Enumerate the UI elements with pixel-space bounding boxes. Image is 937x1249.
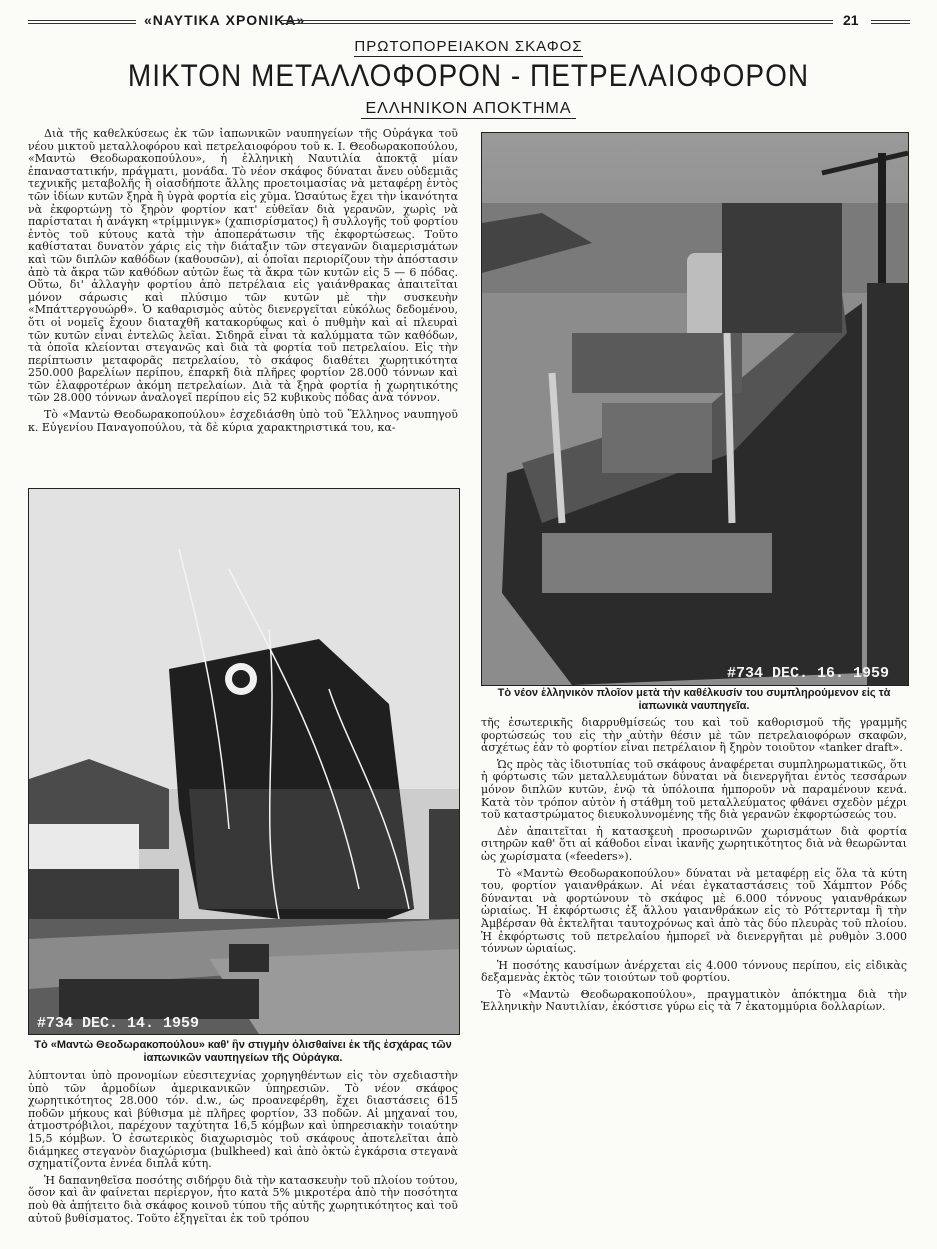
photo-stamp: #734 DEC. 16. 1959 [727, 665, 890, 682]
right-column-text [481, 717, 907, 1018]
article-kicker: ΠΡΩΤΟΠΟΡΕΙΑΚΟΝ ΣΚΑΦΟΣ [354, 38, 583, 55]
article-subtitle: ΕΛΛΗΝΙΚΟΝ ΑΠΟΚΤΗΜΑ [0, 100, 937, 118]
photo-stamp: #734 DEC. 14. 1959 [37, 1015, 200, 1032]
caption-left-photo: Τὸ «Μαντὼ Θεοδωρακοπούλου» καθ' ἣν στιγμὴν ὀλισθαίνει ἐκ τῆς ἐσχάρας τῶν ἰαπωνικῶν ναυπηγείων τῆς Οὐράγκα. [34, 1039, 452, 1064]
left-column-bottom-text [28, 1070, 458, 1229]
paragraph: Ἡ ποσότης καυσίμων ἀνέρχεται εἰς 4.000 τόννους περίπου, εἰς εἰδικὰς δεξαμενὰς ἐκτὸς τῶν τοιούτων τοῦ φορτίου. [481, 958, 907, 985]
page-number: 21 [843, 12, 859, 28]
paragraph: Δὲν ἀπαιτεῖται ἡ κατασκευὴ προσωρινῶν χωρισμάτων διὰ φορτία σιτηρῶν καθ' ὅτι αἱ κάθοδοι εἶναι ἱκανῆς χωρητικότητος διὰ νὰ θεωρῶνται ὡς χωρίσματα («feeders»). [481, 824, 907, 863]
article-title: ΜΙΚΤΟΝ ΜΕΤΑΛΛΟΦΟΡΟΝ - ΠΕΤΡΕΛΑΙΟΦΟΡΟΝ [127, 58, 810, 93]
paragraph: λύπτονται ὑπὸ προνομίων εὐεσιτεχνίας χορηγηθέντων εἰς τὸν σχεδιαστὴν ὑπὸ τῶν ἁρμοδίων ἀμερικανικῶν ὑπηρεσιῶν. Τὸ νέον σκάφος χωρητικότητος 28.000 τόν. d.w., ὡς προανεφέρθη, ἔχει διαστάσεις 615 ποδῶν μήκους καὶ βύθισμα μὲ πλῆρες φορτίον, 33 ποδῶν. Αἱ μηχαναί του, ἀτμοστρόβιλοι, παρέχουν ταχύτητα 16,5 κόμβων καὶ ὑπηρεσιακὴν τοιαύτην 15,5 κόμβων. Ὁ ἐσωτερικὸς διαχωρισμὸς τοῦ σκάφους ἀποτελεῖται ἀπὸ διάμηκες στεγανὸν διαχώρισμα (bulkheed) καὶ ἀπὸ ὀκτὼ ἐγκάρσια στεγανὰ σχηματίζοντα ἐννέα διπλᾶ κύτη. [28, 1069, 458, 1171]
paragraph: Διὰ τῆς καθελκύσεως ἐκ τῶν ἰαπωνικῶν ναυπηγείων τῆς Οὐράγκα τοῦ νέου μικτοῦ μεταλλοφόρου καὶ πετρελαιοφόρου τοῦ κ. Ι. Θεοδωρακοπούλου, «Μαντὼ Θεοδωρακοπούλου», ἡ ἑλληνικὴ Ναυτιλία ἀποκτᾷ μίαν ἐπαναστατικήν, πράγματι, μονάδα. Τὸ νέον σκάφος δύναται ἄνευ οὐδεμιᾶς τεχνικῆς μεταβολῆς ἢ οἱασδήποτε ἄλλης προετοιμασίας νὰ μεταφέρῃ ἐντὸς τῶν ἰδίων κυτῶν ξηρὰ ἢ ὑγρὰ φορτία εἰς χῦμα. Ὡσαύτως ἔχει τὴν ἱκανότητα νὰ ἐκφορτώνῃ τὸ ξηρὸν φορτίον κατ' εὐθεῖαν διὰ γερανῶν, χωρὶς νὰ παρίσταται ἡ ἀνάγκη «τρίμμινγκ» (χαπισρίσματος) ἢ συλλογῆς τοῦ φορτίου ἐντὸς τοῦ κύτους κατὰ τὴν ἀποπεράτωσιν τῆς ἐκφορτώσεως. Τοῦτο καθίσταται δυνατὸν χάρις εἰς τὴν διάταξιν τῶν στεγανῶν διαμερισμάτων καὶ τῶν διπλῶν καθόδων (καθουσῶν), αἱ ὁποῖαι περιορίζουν τὴν ἀπόστασιν ἀπὸ τὰ ἄκρα τῶν καθόδων αὐτῶν ἕως τὰ ἄκρα τῶν κυτῶν εἰς 5 — 6 πόδας. Οὕτω, δι' ἀλλαγὴν φορτίου ἀπὸ πετρέλαια εἰς γαιάνθρακας ἀπαιτεῖται μόνον σάρωσις καὶ πλύσιμο τῶν κυτῶν μὲ τὴν συσκευὴν «Μπάττεργουώρθ». Ὁ καθαρισμὸς αὐτὸς διενεργεῖται εὐκόλως δεδομένου, ὅτι οἱ νομεῖς ἔχουν διαταχθῆ κατακορύφως καὶ ὁ πυθμὴν καὶ αἱ πλευραὶ τῶν κυτῶν εἶναι ἐντελῶς λεῖαι. Σιδηρᾶ εἶναι τὰ καλύμματα τῶν καθόδων, τὰ ὁποῖα κλείονται στεγανῶς καὶ διὰ τὰ φορτία τοῦ πετρελαίου. Εἰς τὴν περίπτωσιν μεταφορᾶς πετρελαίου, τὸ σκάφος διαθέτει χωρητικότητα 250.000 βαρελίων περίπου, ἐπαρκῆ διὰ πλῆρες φορτίον 28.000 τόννων καὶ τῶν ἐλαφροτέρων ἀκόμη πετρελαίων. Διὰ τὰ ξηρὰ φορτία ἡ χωρητικότης τῶν 28.000 τόννων ἀναλογεῖ περίπου εἰς 52 κυβικοὺς πόδας ἀνὰ τόννον. [28, 127, 458, 405]
paragraph: Τὸ «Μαντὼ Θεοδωρακοπούλου», πραγματικὸν ἀπόκτημα διὰ τὴν Ἑλληνικὴν Ναυτιλίαν, ἐκόστισε γύρω εἰς τὰ 7 ἑκατομμύρια δολλαρίων. [481, 987, 907, 1014]
paragraph: τῆς ἐσωτερικῆς διαρρυθμίσεώς του καὶ τοῦ καθορισμοῦ τῆς γραμμῆς φορτώσεώς του εἰς τὴν αὐτὴν θέσιν μὲ τῶν πετρελαιοφόρων σκαφῶν, ἀσχέτως ἐὰν τὸ φορτίον εἶναι πετρέλαιον ἢ ξηρὸν τοιοῦτον «tanker draft». [481, 716, 907, 755]
header-rule-right [871, 20, 910, 24]
paragraph: Ἡ δαπανηθεῖσα ποσότης σιδήρου διὰ τὴν κατασκευὴν τοῦ πλοίου τούτου, ὅσον καὶ ἂν φαίνεται περίεργον, ἦτο κατὰ 5% μικροτέρα ἀπὸ τὴν ποσότητα ποὺ θὰ ἀπῄτειτο διὰ σκάφος κοινοῦ τύπου τῆς αὐτῆς χωρητικότητος καὶ τοῦ αὐτοῦ βυθίσματος. Τοῦτο ἐξηγεῖται ἐκ τοῦ τρόπου [28, 1173, 458, 1225]
running-header [28, 12, 910, 30]
paragraph: Τὸ «Μαντὼ Θεοδωρακοπούλου» δύναται νὰ μεταφέρῃ εἰς ὅλα τὰ κύτη του, φορτίον γαιανθράκων. Αἱ νέαι ἐγκαταστάσεις τοῦ Χάμπτον Ρόδς δύνανται νὰ φορτώνουν τὸ σκάφος μὲ 6.000 τόννους γαιανθράκων ὡριαίως. Ἡ ἐκφόρτωσις ἐξ ἄλλου γαιανθράκων εἰς τὸ Ρόττερνταμ ἢ τὴν Ἀμβέρσαν θὰ ἐκτελῆται ταυτοχρόνως καὶ ἀπὸ τὰς δύο πλευρὰς τοῦ πλοίου. Ἡ ἐκφόρτωσις τοῦ πετρελαίου ἠμπορεῖ νὰ διενεργῆται μὲ ρυθμὸν 3.000 τόννων ὡριαίως. [481, 866, 907, 956]
header-rule-middle [281, 20, 833, 24]
header-rule-left [28, 20, 136, 24]
magazine-name: «ΝΑΥΤΙΚΑ ΧΡΟΝΙΚΑ» [144, 12, 306, 28]
paragraph: Τὸ «Μαντὼ Θεοδωρακοπούλου» ἐσχεδιάσθη ὑπὸ τοῦ Ἕλληνος ναυπηγοῦ κ. Εὐγενίου Παναγοπούλου, τὰ δὲ κύρια χαρακτηριστικά του, κα- [28, 408, 458, 434]
photo-ship-launch [28, 488, 460, 1035]
left-column-top-text [28, 128, 458, 438]
photo-ship-fitting-out [481, 132, 909, 686]
paragraph: Ὡς πρὸς τὰς ἰδιοτυπίας τοῦ σκάφους ἀναφέρεται συμπληρωματικῶς, ὅτι ἡ φόρτωσις τῶν μεταλλευμάτων δύναται νὰ διενεργῆται ἐντὸς τεσσάρων μόνον διπλῶν κυτῶν, ἐνῷ τὰ ὑπόλοιπα ἠμποροῦν νὰ παραμένουν κενά. Κατὰ τὸν τρόπον αὐτὸν ἡ στάθμη τοῦ μεταλλεύματος φθάνει σχεδὸν μέχρι τοῦ καταστρώματος διευκολυνομένης τῆς διὰ γερανῶν ἐκφορτώσεώς του. [481, 757, 907, 822]
caption-right-photo: Τὸ νέον ἑλληνικὸν πλοῖον μετὰ τὴν καθέλκυσίν του συμπληρούμενον εἰς τὰ ἰαπωνικὰ ναυπηγεῖα. [497, 687, 891, 712]
